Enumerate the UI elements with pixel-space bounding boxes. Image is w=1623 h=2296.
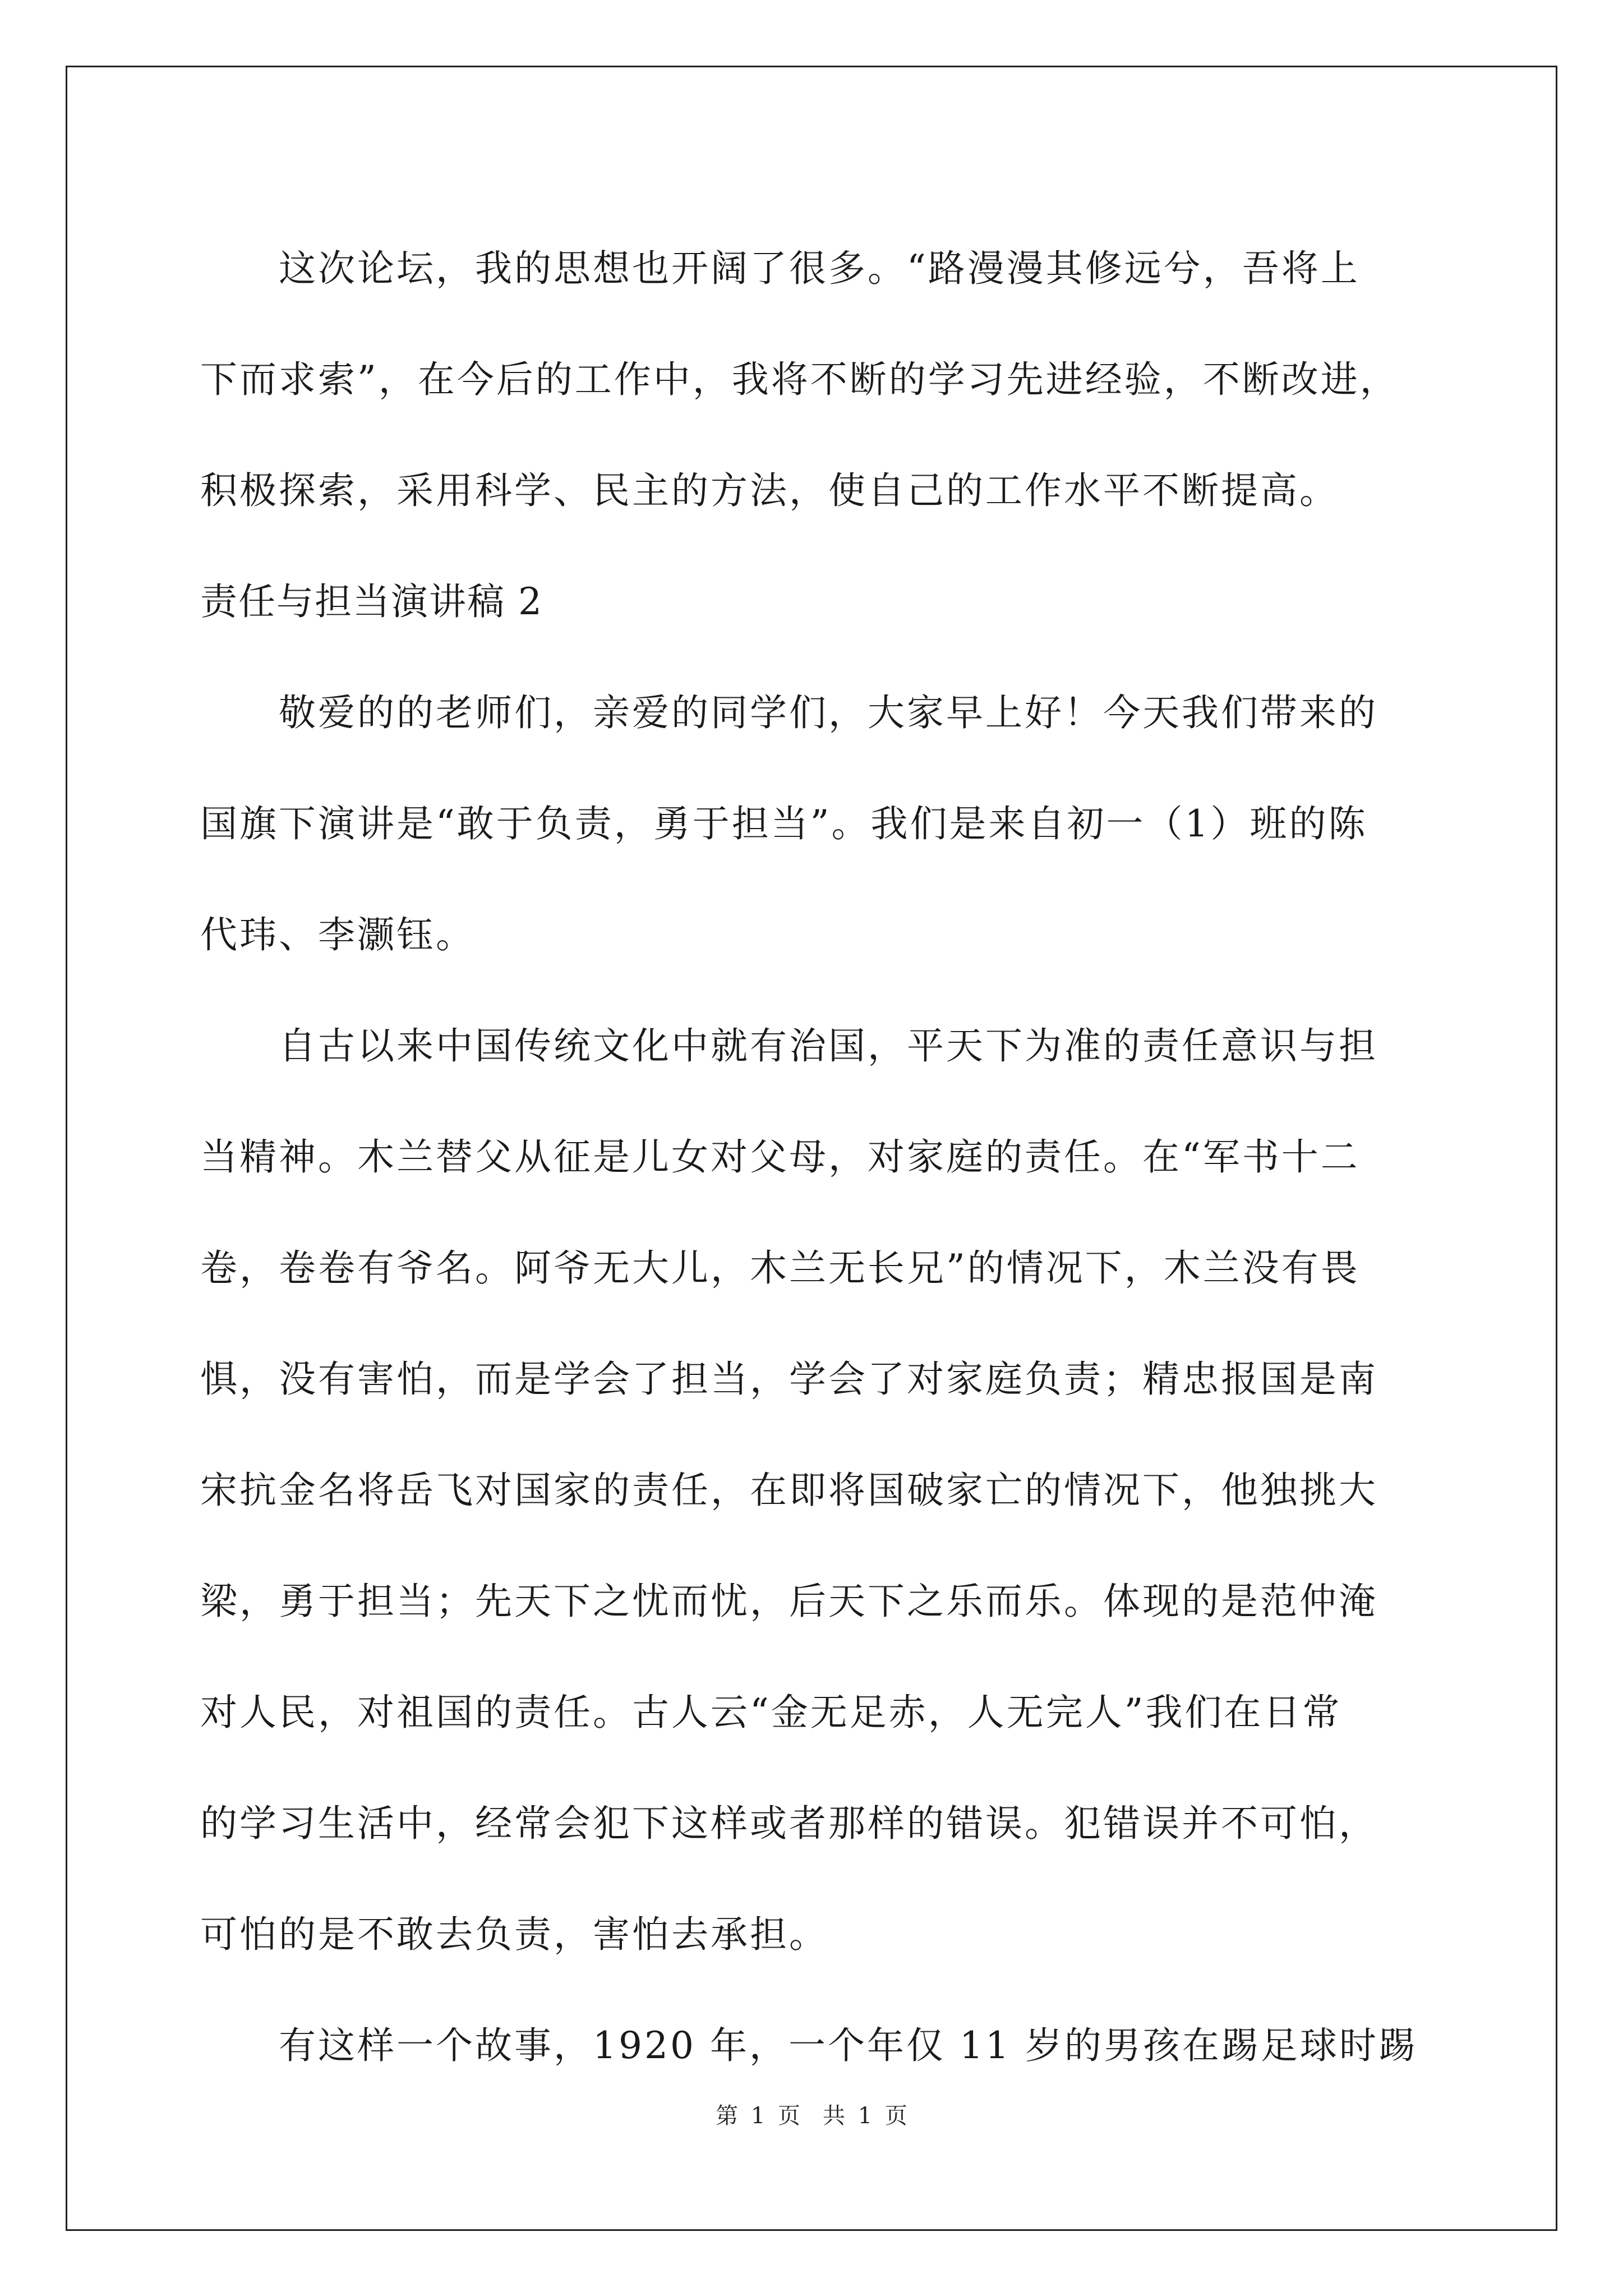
paragraph-line: 梁，勇于担当；先天下之忧而忧，后天下之乐而乐。体现的是范仲淹 xyxy=(200,1580,1378,1623)
paragraph-line: 敬爱的的老师们，亲爱的同学们，大家早上好！今天我们带来的 xyxy=(279,691,1378,734)
paragraph-line: 卷，卷卷有爷名。阿爷无大儿，木兰无长兄”的情况下，木兰没有畏 xyxy=(200,1246,1360,1290)
paragraph-line: 自古以来中国传统文化中就有治国，平天下为准的责任意识与担 xyxy=(279,1024,1378,1068)
paragraph-line: 宋抗金名将岳飞对国家的责任，在即将国破家亡的情况下，他独挑大 xyxy=(200,1469,1378,1512)
page-footer xyxy=(0,2098,1623,2130)
paragraph-line: 对人民，对祖国的责任。古人云“金无足赤，人无完人”我们在日常 xyxy=(200,1691,1342,1734)
document-body xyxy=(200,213,1423,2101)
paragraph-line: 代玮、李灏钰。 xyxy=(200,913,475,956)
paragraph-line: 下而求索”，在今后的工作中，我将不断的学习先进经验，不断改进， xyxy=(200,358,1399,401)
paragraph-line: 积极探索，采用科学、民主的方法，使自己的工作水平不断提高。 xyxy=(200,469,1339,512)
page-total: 共 1 页 xyxy=(823,2103,907,2129)
paragraph-line: 国旗下演讲是“敢于负责，勇于担当”。我们是来自初一（1）班的陈 xyxy=(200,802,1368,845)
section-heading: 责任与担当演讲稿 2 xyxy=(200,580,543,623)
paragraph-line: 可怕的是不敢去负责，害怕去承担。 xyxy=(200,1913,828,1956)
paragraph-line: 当精神。木兰替父从征是儿女对父母，对家庭的责任。在“军书十二 xyxy=(200,1135,1360,1179)
paragraph-line: 的学习生活中，经常会犯下这样或者那样的错误。犯错误并不可怕， xyxy=(200,1802,1378,1845)
paragraph-line: 惧，没有害怕，而是学会了担当，学会了对家庭负责；精忠报国是南 xyxy=(200,1358,1378,1401)
paragraph-line: 有这样一个故事，1920 年，一个年仅 11 岁的男孩在踢足球时踢 xyxy=(279,2024,1418,2067)
page-number: 第 1 页 xyxy=(716,2103,800,2129)
paragraph-line: 这次论坛，我的思想也开阔了很多。“路漫漫其修远兮，吾将上 xyxy=(279,247,1360,290)
